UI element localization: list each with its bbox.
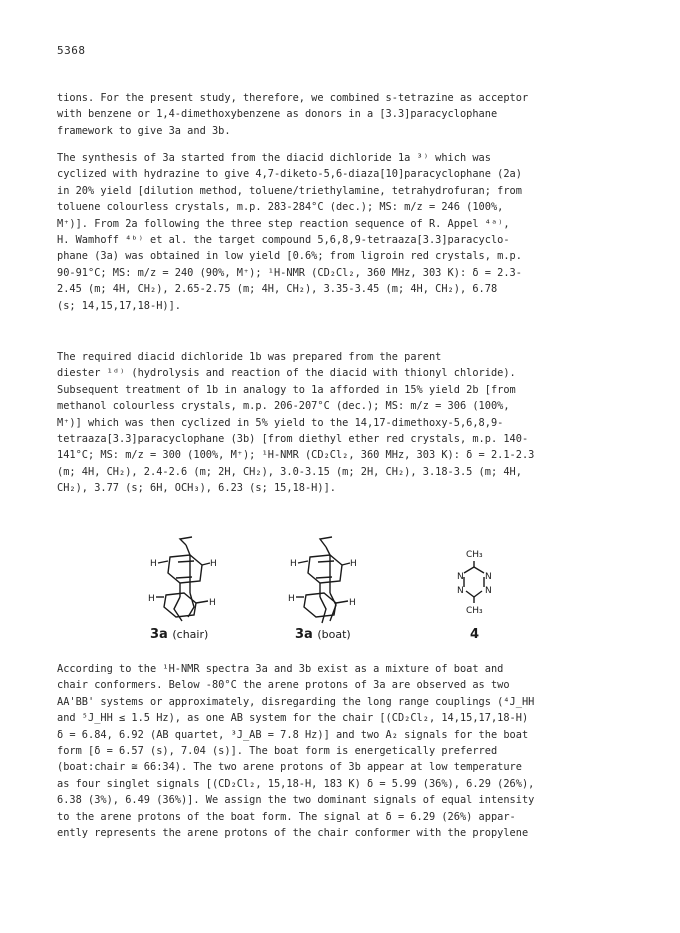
methyl-label: CH₃ [466,606,483,616]
paragraph-intro: tions. For the present study, therefore, we combined s-tetrazine as acceptor with benzene or 1,4-dimethoxybenzene as donors in a [3.3]paracyclophane framework to give 3a and 3b. [57,92,529,137]
caption-conformation: (chair) [172,628,209,641]
paragraph-nmr-conformers: According to the ¹H-NMR spectra 3a and 3b exist as a mixture of boat and chair conformers. Below -80°C the arene protons of 3a are observed as two AA'BB' systems or approximately, disregarding the long range couplings (⁴J_HH and ⁵J_HH ≤ 1.5 Hz), as one AB system for the chair [(CD₂Cl₂, 14,15,17,18-H) δ = 6.84, 6.92 (AB quartet, ³J_AB = 7.8 Hz)] and two A₂ signals for the boat form [δ = 6.57 (s), 7.04 (s)]. The boat form is energetically preferred (boat:chair ≅ 66:34). The two arene protons of 3b appear at low temperature as four singlet signals [(CD₂Cl₂, 15,18-H, 183 K) δ = 5.99 (36%), 6.29 (26%), 6.38 (3%), 6.49 (36%)]. We assign the two dominant signals of equal intensity to the arene protons of the boat form. The signal at δ = 6.29 (26%) appar- ently represents the arene protons of the chair conformer with the propylene [57,663,535,840]
atom-h-label: H [288,594,295,604]
structure-3a-boat [296,537,350,623]
caption-compound-id: 3a [295,627,313,642]
caption-3a-boat [295,627,351,642]
structure-3a-chair [156,537,210,621]
structure-4-tetrazine [464,561,484,603]
atom-h-label: H [148,594,155,604]
atom-h-label: H [150,559,157,569]
caption-3a-chair [150,627,208,642]
paragraph-synthesis-3a: The synthesis of 3a started from the diacid dichloride 1a ³⁾ which was cyclized with hydrazine to give 4,7-diketo-5,6-diaza[10]paracyclophane (2a) in 20% yield [dilution method, toluene/triethylamine, tetrahydrofuran; from toluene colourless crystals, m.p. 283-284°C (dec.); MS: m/z = 246 (100%, M⁺)]. From 2a following the three step reaction sequence of R. Appel ⁴ᵃ⁾, H. Wamhoff ⁴ᵇ⁾ et al. the target compound 5,6,8,9-tetraaza[3.3]paracyclo- phane (3a) was obtained in low yield [0.6%; from ligroin red crystals, m.p. 90-91°C; MS: m/z = 240 (90%, M⁺); ¹H-NMR (CD₂Cl₂, 360 MHz, 303 K): δ = 2.3- 2.45 (m; 4H, CH₂), 2.65-2.75 (m; 4H, CH₂), 3.35-3.45 (m; 4H, CH₂), 6.78 (s; 14,15,17,18-H)]. [57,152,522,312]
atom-h-label: H [290,559,297,569]
nitrogen-label: N [485,586,492,596]
caption-conformation: (boat) [317,628,351,641]
caption-4 [470,627,479,642]
caption-compound-id: 4 [470,627,480,642]
paragraph-synthesis-3b: The required diacid dichloride 1b was prepared from the parent diester ¹ᵈ⁾ (hydrolysis and reaction of the diacid with thionyl chloride). Subsequent treatment of 1b in analogy to 1a afforded in 15% yield 2b [from methanol colourless crystals, m.p. 206-207°C (dec.); MS: m/z = 306 (100%, M⁺)] which was then cyclized in 5% yield to the 14,17-dimethoxy-5,6,8,9- tetraaza[3.3]paracyclophane (3b) [from diethyl ether red crystals, m.p. 140- 141°C; MS: m/z = 300 (100%, M⁺); ¹H-NMR (CD₂Cl₂, 360 MHz, 303 K): δ = 2.1-2.3 (m; 4H, CH₂), 2.4-2.6 (m; 2H, CH₂), 3.0-3.15 (m; 2H, CH₂), 3.18-3.5 (m; 4H, CH₂), 3.77 (s; 6H, OCH₃), 6.23 (s; 15,18-H)]. [57,351,535,495]
atom-h-label: H [349,598,356,608]
atom-h-label: H [210,559,217,569]
nitrogen-label: N [457,586,464,596]
methyl-label: CH₃ [466,550,483,560]
nitrogen-label: N [485,572,492,582]
caption-compound-id: 3a [150,627,168,642]
nitrogen-label: N [457,572,464,582]
page-number: 5368 [57,44,86,57]
atom-h-label: H [350,559,357,569]
atom-h-label: H [209,598,216,608]
